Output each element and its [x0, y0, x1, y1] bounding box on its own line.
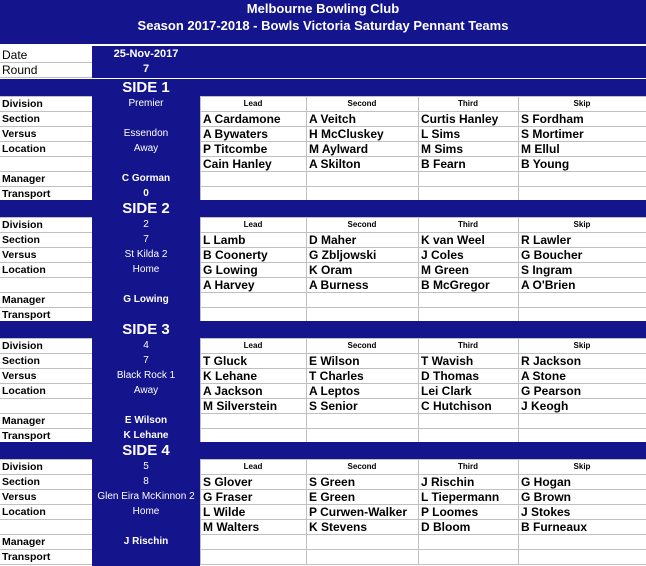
col-line: [200, 338, 201, 443]
side-3-rink-4-third: C Hutchison: [421, 399, 492, 413]
side-1-transport-value: 0: [143, 188, 149, 199]
side-1-rink-2-skip: S Mortimer: [521, 127, 584, 141]
side-1-rink-2-third: L Sims: [421, 127, 461, 141]
col-line: [418, 459, 419, 564]
side-4-location-label: Location: [2, 506, 46, 518]
side-1-rink-2-second: H McCluskey: [309, 127, 384, 141]
side-1-rink-3-lead: P Titcombe: [203, 142, 268, 156]
side-1-rink-3-second: M Aylward: [309, 142, 369, 156]
side-3-rink-3-skip: G Pearson: [521, 384, 582, 398]
side-3-rink-4-second: S Senior: [309, 399, 358, 413]
side-2-division-label: Division: [2, 219, 43, 231]
side-3-header-third: Third: [458, 341, 478, 350]
row-line: [0, 534, 92, 535]
side-2-section-label: Section: [2, 234, 40, 246]
side-1-location-label: Location: [2, 143, 46, 155]
side-1-rink-4-third: B Fearn: [421, 157, 466, 171]
side-3-location-label: Location: [2, 385, 46, 397]
date-label: Date: [2, 48, 28, 62]
col-line: [306, 96, 307, 201]
side-2-rink-2-third: J Coles: [421, 248, 464, 262]
side-4-rink-3-skip: J Stokes: [521, 505, 571, 519]
side-2-rink-3-second: K Oram: [309, 263, 353, 277]
col-line: [306, 217, 307, 322]
side-2-manager-value: G Lowing: [123, 294, 169, 305]
col-line: [518, 459, 519, 564]
row-line: [200, 171, 646, 172]
side-1-division-value: Premier: [128, 98, 164, 109]
side-4-rink-4-skip: B Furneaux: [521, 520, 588, 534]
side-2-rink-3-lead: G Lowing: [203, 263, 258, 277]
col-line: [518, 217, 519, 322]
side-2-rink-1-lead: L Lamb: [203, 233, 246, 247]
side-2-rink-3-skip: S Ingram: [521, 263, 573, 277]
side-4-rink-3-third: P Loomes: [421, 505, 479, 519]
side-3-division-value: 4: [143, 340, 149, 351]
side-2-versus-label: Versus: [2, 249, 37, 261]
side-4-rink-4-second: K Stevens: [309, 520, 368, 534]
side-1-location-value: Away: [133, 143, 159, 154]
side-2-transport-label: Transport: [2, 309, 51, 321]
side-1-title: SIDE 1: [122, 79, 170, 96]
side-2-rink-1-third: K van Weel: [421, 233, 485, 247]
side-4-manager-value: J Rischin: [123, 536, 169, 547]
side-1-rink-4-skip: B Young: [521, 157, 570, 171]
side-1-rink-4-second: A Skilton: [309, 157, 361, 171]
side-4-section-value: 8: [143, 476, 149, 487]
side-4-section-label: Section: [2, 476, 40, 488]
row-line: [200, 549, 646, 550]
side-2-header-lead: Lead: [243, 220, 263, 229]
col-line: [306, 459, 307, 564]
side-3-header-second: Second: [347, 341, 377, 350]
side-2-location-label: Location: [2, 264, 46, 276]
side-1-rink-1-lead: A Cardamone: [203, 112, 281, 126]
row-line: [0, 549, 92, 550]
side-4-header-second: Second: [347, 462, 377, 471]
side-4-rink-2-third: L Tiepermann: [421, 490, 500, 504]
side-4-division-label: Division: [2, 461, 43, 473]
side-4-rink-2-second: E Green: [309, 490, 356, 504]
side-2-rink-1-skip: R Lawler: [521, 233, 572, 247]
side-3-section-label: Section: [2, 355, 40, 367]
side-4-header-third: Third: [458, 462, 478, 471]
side-4-manager-label: Manager: [2, 536, 46, 548]
row-line: [0, 156, 92, 157]
side-3-manager-label: Manager: [2, 415, 46, 427]
row-line: [200, 413, 646, 414]
side-1-rink-3-third: M Sims: [421, 142, 464, 156]
side-2-rink-1-second: D Maher: [309, 233, 357, 247]
side-1-header-skip: Skip: [573, 99, 591, 108]
side-2-rink-2-lead: B Coonerty: [203, 248, 268, 262]
side-1-division-label: Division: [2, 98, 43, 110]
side-2-location-value: Home: [132, 264, 160, 275]
club-title: Melbourne Bowling Club: [246, 1, 400, 16]
row-line: [0, 307, 92, 308]
side-4-location-value: Home: [132, 506, 160, 517]
side-4-versus-label: Versus: [2, 491, 37, 503]
row-line: [200, 459, 646, 460]
side-4-rink-2-lead: G Fraser: [203, 490, 253, 504]
row-line: [0, 459, 92, 460]
row-line: [0, 96, 92, 97]
side-3-rink-4-skip: J Keogh: [521, 399, 569, 413]
row-line: [0, 398, 92, 399]
col-line: [518, 96, 519, 201]
side-2-division-value: 2: [143, 219, 149, 230]
round-label: Round: [2, 63, 38, 77]
side-2-versus-value: St Kilda 2: [124, 249, 168, 260]
row-line: [0, 277, 92, 278]
side-1-versus-label: Versus: [2, 128, 37, 140]
side-2-manager-label: Manager: [2, 294, 46, 306]
side-1-rink-1-second: A Veitch: [309, 112, 356, 126]
row-line: [0, 111, 92, 112]
side-1-rink-1-skip: S Fordham: [521, 112, 584, 126]
side-4-rink-4-third: D Bloom: [421, 520, 471, 534]
side-3-header-lead: Lead: [243, 341, 263, 350]
side-4-rink-1-skip: G Hogan: [521, 475, 571, 489]
side-1-rink-2-lead: A Bywaters: [203, 127, 268, 141]
side-1-rink-4-lead: Cain Hanley: [203, 157, 272, 171]
side-2-section-value: 7: [143, 234, 149, 245]
row-line: [0, 232, 92, 233]
row-line: [0, 383, 92, 384]
row-line: [0, 292, 92, 293]
side-3-versus-value: Black Rock 1: [116, 370, 176, 381]
side-4-rink-4-lead: M Walters: [203, 520, 260, 534]
row-line: [0, 186, 92, 187]
side-2-header-third: Third: [458, 220, 478, 229]
season-title: Season 2017-2018 - Bowls Victoria Saturday Pennant Teams: [137, 18, 509, 33]
side-3-location-value: Away: [133, 385, 159, 396]
row-line: [0, 247, 92, 248]
side-1-header-lead: Lead: [243, 99, 263, 108]
row-line: [200, 534, 646, 535]
side-1-section-label: Section: [2, 113, 40, 125]
side-2-rink-4-lead: A Harvey: [203, 278, 255, 292]
row-line: [200, 338, 646, 339]
side-3-section-value: 7: [143, 355, 149, 366]
side-4-rink-1-third: J Rischin: [421, 475, 475, 489]
side-1-rink-3-skip: M Ellul: [521, 142, 560, 156]
side-3-division-label: Division: [2, 340, 43, 352]
side-3-rink-2-third: D Thomas: [421, 369, 480, 383]
side-2-header-skip: Skip: [573, 220, 591, 229]
row-line: [0, 368, 92, 369]
row-line: [200, 96, 646, 97]
date-value: 25-Nov-2017: [113, 48, 179, 60]
side-3-title: SIDE 3: [122, 321, 170, 338]
side-1-transport-label: Transport: [2, 188, 51, 200]
row-line: [0, 489, 92, 490]
side-2-rink-4-skip: A O'Brien: [521, 278, 576, 292]
side-1-rink-1-third: Curtis Hanley: [421, 112, 499, 126]
side-3-transport-label: Transport: [2, 430, 51, 442]
side-3-manager-value: E Wilson: [124, 415, 168, 426]
row-line: [0, 504, 92, 505]
row-line: [200, 428, 646, 429]
row-line: [200, 307, 646, 308]
side-2-title: SIDE 2: [122, 200, 170, 217]
side-2-header-second: Second: [347, 220, 377, 229]
side-4-rink-1-second: S Green: [309, 475, 356, 489]
side-3-rink-3-second: A Leptos: [309, 384, 360, 398]
round-value: 7: [142, 63, 150, 75]
side-4-rink-3-second: P Curwen-Walker: [309, 505, 408, 519]
col-line: [200, 96, 201, 201]
col-line: [200, 459, 201, 564]
side-3-rink-1-skip: R Jackson: [521, 354, 582, 368]
row-line: [0, 217, 92, 218]
row-line: [0, 353, 92, 354]
side-1-versus-value: Essendon: [123, 128, 169, 139]
side-1-header-third: Third: [458, 99, 478, 108]
row-line: [0, 428, 92, 429]
side-2-rink-2-skip: G Boucher: [521, 248, 583, 262]
side-2-rink-3-third: M Green: [421, 263, 470, 277]
col-line: [418, 338, 419, 443]
row-line: [0, 413, 92, 414]
side-4-versus-value: Glen Eira McKinnon 2: [97, 491, 195, 502]
side-4-header-skip: Skip: [573, 462, 591, 471]
col-line: [200, 217, 201, 322]
side-4-rink-2-skip: G Brown: [521, 490, 571, 504]
side-1-manager-label: Manager: [2, 173, 46, 185]
side-3-header-skip: Skip: [573, 341, 591, 350]
side-2-rink-2-second: G Zbljowski: [309, 248, 377, 262]
sheet-header: [0, 0, 646, 44]
side-4-header-lead: Lead: [243, 462, 263, 471]
side-3-versus-label: Versus: [2, 370, 37, 382]
side-1-manager-value: C Gorman: [121, 173, 171, 184]
side-2-rink-4-third: B McGregor: [421, 278, 490, 292]
col-line: [306, 338, 307, 443]
row-line: [200, 186, 646, 187]
side-3-rink-1-second: E Wilson: [309, 354, 360, 368]
row-line: [200, 217, 646, 218]
side-3-rink-3-third: Lei Clark: [421, 384, 472, 398]
side-3-transport-value: K Lehane: [123, 430, 169, 441]
row-line: [0, 126, 92, 127]
row-line: [0, 171, 92, 172]
side-3-rink-2-skip: A Stone: [521, 369, 566, 383]
col-line: [418, 217, 419, 322]
row-line: [0, 519, 92, 520]
side-3-rink-4-lead: M Silverstein: [203, 399, 278, 413]
col-line: [418, 96, 419, 201]
side-4-transport-label: Transport: [2, 551, 51, 563]
side-2-rink-4-second: A Burness: [309, 278, 369, 292]
row-line: [0, 474, 92, 475]
side-4-rink-3-lead: L Wilde: [203, 505, 246, 519]
side-1-header-second: Second: [347, 99, 377, 108]
side-4-title: SIDE 4: [122, 442, 170, 459]
side-3-rink-2-second: T Charles: [309, 369, 364, 383]
row-line: [0, 262, 92, 263]
side-3-rink-1-third: T Wavish: [421, 354, 474, 368]
side-4-division-value: 5: [143, 461, 149, 472]
row-line: [0, 141, 92, 142]
row-line: [200, 292, 646, 293]
col-line: [518, 338, 519, 443]
side-4-rink-1-lead: S Glover: [203, 475, 253, 489]
side-3-rink-2-lead: K Lehane: [203, 369, 258, 383]
side-3-rink-3-lead: A Jackson: [203, 384, 263, 398]
side-3-rink-1-lead: T Gluck: [203, 354, 248, 368]
row-line: [0, 338, 92, 339]
